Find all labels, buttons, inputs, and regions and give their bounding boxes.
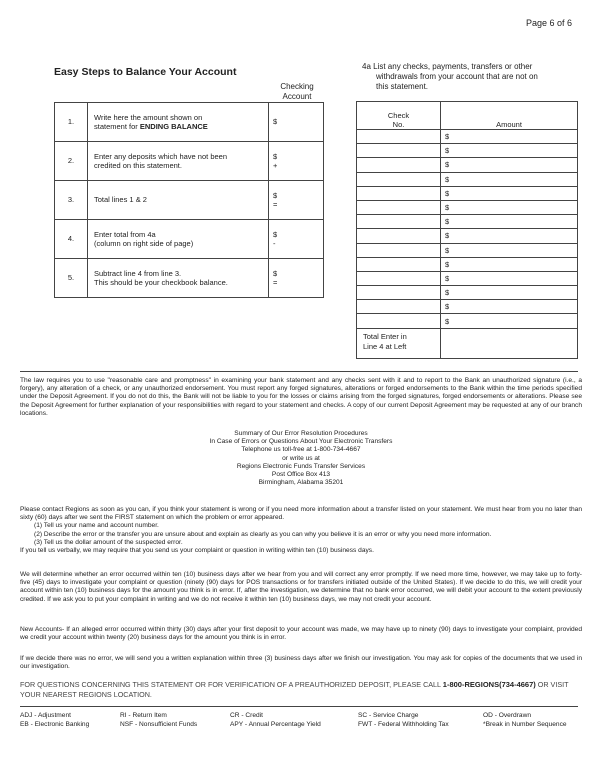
step-line-text: Write here the amount shown on <box>94 112 203 122</box>
check-row <box>357 229 578 243</box>
step-amount-field[interactable] <box>269 181 324 220</box>
check-number-cell[interactable] <box>357 257 441 271</box>
check-amount-cell[interactable]: $ <box>441 314 578 328</box>
divider <box>20 371 578 372</box>
checks-intro <box>362 62 562 92</box>
check-number-cell[interactable] <box>357 271 441 285</box>
check-number-cell[interactable] <box>357 314 441 328</box>
abbreviation-item: ADJ - Adjustment <box>20 712 71 719</box>
check-number-cell[interactable] <box>357 144 441 158</box>
checks-intro-line: withdrawals from your account that are not on <box>376 72 538 81</box>
check-number-cell[interactable] <box>357 186 441 200</box>
balance-step-row <box>55 142 324 181</box>
checks-intro-line: 4a List any checks, payments, transfers or other <box>362 62 533 71</box>
step-description <box>88 259 269 298</box>
step-line <box>94 113 262 123</box>
step-number: 3. <box>55 181 88 220</box>
abbreviation-item: OD - Overdrawn <box>483 712 531 719</box>
check-amount-cell[interactable]: $ <box>441 172 578 186</box>
check-no-header <box>357 102 441 130</box>
step-number: 1. <box>55 103 88 142</box>
amount-symbol: $ <box>273 190 278 200</box>
contact-text: Please contact Regions as soon as you can, if you think your statement is wrong or if you need more information about a transfer listed on your statement. We must hear from you no later than sixty (60) days after we sent the FIRST statement on which the problem or error appeared. <box>20 506 582 522</box>
step-line <box>94 269 262 279</box>
verbal-text: If you tell us verbally, we may require that you send us your complaint or question in writing within ten (10) business days. <box>20 547 374 555</box>
balance-step-row <box>55 103 324 142</box>
no-error-paragraph <box>20 655 582 671</box>
checking-header-line: Checking <box>280 82 314 91</box>
check-amount-cell[interactable]: $ <box>441 186 578 200</box>
contact-list-item: (3) Tell us the dollar amount of the suspected error. <box>34 538 183 546</box>
step-number: 4. <box>55 220 88 259</box>
amount-symbol: $ <box>273 268 278 278</box>
check-row <box>357 286 578 300</box>
check-row <box>357 186 578 200</box>
check-number-cell[interactable] <box>357 130 441 144</box>
check-row <box>357 172 578 186</box>
determine-text: We will determine whether an error occurred within ten (10) business days after we hear from you and will correct any error promptly. If we need more time, however, we may take up to forty-five (45) days to investigate your complaint or question (ninety (90) days for POS transactions or for transfers initiated outside of the United States). If we decide to do this, we will credit your account within ten (10) business days for the amount you think is in error. If, after the investigation, we determine that no bank error occurred, we will debit your account to the extent previously credited. If we ask you to put your complaint in writing and we do not receive it within ten (10) business days, we may not credit your account. <box>20 571 582 603</box>
step-line <box>94 278 262 288</box>
new-accounts-text: New Accounts- If an alleged error occurred within thirty (30) days after your first deposit to your account was made, we may have up to ninety (90) days to investigate your complaint, provided we credit your account within twenty (20) business days for the amount you think is in error. <box>20 626 582 642</box>
check-row <box>357 314 578 328</box>
law-text: The law requires you to use "reasonable care and promptness" in examining your bank statement and any checks sent with it and to report to the Bank an unauthorized signature (i.e., a forgery), any alteration of a check, or any unauthorized endorsement. You must report any forged signatures, alterations or forged endorsements to the Bank within the time periods specified under the Deposit Agreement. If you do not do this, the Bank will not be liable to you for the losses or claims arising from the forged signatures, forged endorsements or alterations. Please see the Deposit Agreement for further explanation of your responsibilities with regard to your statement and checks. A copy of our current Deposit Agreement may be requested at any of our branch locations. <box>20 377 582 417</box>
step-line-text: Enter any deposits which have not been <box>94 151 228 161</box>
step-amount-field[interactable] <box>269 259 324 298</box>
check-amount-cell[interactable]: $ <box>441 158 578 172</box>
abbreviation-item: EB - Electronic Banking <box>20 721 90 728</box>
amount-symbol: = <box>273 200 278 209</box>
notice-text: FOR QUESTIONS CONCERNING THIS STATEMENT OR FOR VERIFICATION OF A PREAUTHORIZED DEPOSIT, PLEASE CALL <box>20 680 443 689</box>
step-line <box>94 230 262 240</box>
check-number-cell[interactable] <box>357 215 441 229</box>
phone-number: 1-800-REGIONS(734-4667) <box>442 680 536 689</box>
balance-step-row <box>55 259 324 298</box>
check-amount-cell[interactable]: $ <box>441 130 578 144</box>
abbreviation-item: SC - Service Charge <box>358 712 419 719</box>
step-line-text: Enter total from 4a <box>94 229 156 239</box>
step-line <box>94 122 262 132</box>
abbreviation-item: *Break in Number Sequence <box>483 721 567 728</box>
summary-line: Post Office Box 413 <box>271 471 331 479</box>
check-header-line: No. <box>392 120 405 129</box>
abbreviation-item: NSF - Nonsufficient Funds <box>120 721 198 728</box>
summary-line: or write us at <box>282 454 320 462</box>
step-description <box>88 103 269 142</box>
check-number-cell[interactable] <box>357 243 441 257</box>
check-row <box>357 144 578 158</box>
step-line-text: Subtract line 4 from line 3. <box>94 268 182 278</box>
checking-account-header <box>268 82 326 102</box>
no-error-text: If we decide there was no error, we will send you a written explanation within three (3) business days after we finish our investigation. You may ask for copies of the documents that we used in our investigation. <box>20 655 582 671</box>
step-amount-field[interactable] <box>269 220 324 259</box>
summary-line: Telephone us toll-free at 1-800-734-4667 <box>241 446 361 454</box>
step-description <box>88 142 269 181</box>
summary-line: Birmingham, Alabama 35201 <box>258 479 344 487</box>
law-paragraph <box>20 377 582 418</box>
check-amount-cell[interactable]: $ <box>441 300 578 314</box>
summary-line: In Case of Errors or Questions About Your Electronic Transfers <box>209 438 393 446</box>
check-amount-cell[interactable]: $ <box>441 257 578 271</box>
step-line-text: statement for <box>94 122 140 131</box>
check-number-cell[interactable] <box>357 158 441 172</box>
total-label <box>357 328 441 358</box>
check-amount-cell[interactable]: $ <box>441 243 578 257</box>
step-line <box>94 239 262 249</box>
step-number: 2. <box>55 142 88 181</box>
step-line-text: (column on right side of page) <box>94 239 194 248</box>
total-label-line: Total Enter in <box>363 331 407 341</box>
step-amount-field[interactable] <box>269 142 324 181</box>
amount-symbol: + <box>273 161 278 170</box>
check-number-cell[interactable] <box>357 286 441 300</box>
checks-total-row <box>357 328 578 358</box>
balance-step-row <box>55 181 324 220</box>
check-row <box>357 130 578 144</box>
abbreviation-item: FWT - Federal Withholding Tax <box>358 721 449 728</box>
check-row <box>357 257 578 271</box>
step-amount-field[interactable] <box>269 103 324 142</box>
abbreviation-legend <box>20 712 582 732</box>
check-amount-cell[interactable]: $ <box>441 215 578 229</box>
check-row <box>357 200 578 214</box>
check-amount-cell[interactable]: $ <box>441 271 578 285</box>
amount-symbol: = <box>273 278 278 287</box>
step-line-text: credited on this statement. <box>94 161 182 170</box>
new-accounts-paragraph <box>20 626 582 642</box>
abbreviation-item: CR - Credit <box>230 712 263 719</box>
checking-header-line: Account <box>282 92 312 101</box>
check-row <box>357 215 578 229</box>
check-amount-cell[interactable]: $ <box>441 229 578 243</box>
check-number-cell[interactable] <box>357 300 441 314</box>
check-number-cell[interactable] <box>357 200 441 214</box>
notice-tail: OR VISIT YOUR NEAREST REGIONS LOCATION. <box>20 680 569 699</box>
total-amount-cell[interactable] <box>441 328 578 358</box>
step-line-text: This should be your checkbook balance. <box>94 278 228 287</box>
step-description <box>88 220 269 259</box>
check-amount-cell[interactable]: $ <box>441 286 578 300</box>
step-description <box>88 181 269 220</box>
check-header-line: Check <box>387 111 410 120</box>
checks-intro-line: this statement. <box>376 82 429 91</box>
balance-steps-table <box>54 102 324 298</box>
check-row <box>357 243 578 257</box>
section-title: Easy Steps to Balance Your Account <box>54 66 237 78</box>
outstanding-checks-table <box>356 101 578 359</box>
contact-list-item: (2) Describe the error or the transfer you are unsure about and explain as clearly as you can why you believe it is an error or why you need more information. <box>34 530 492 538</box>
abbreviation-item: APY - Annual Percentage Yield <box>230 721 321 728</box>
amount-symbol: $ <box>273 151 278 161</box>
step-line <box>94 161 262 171</box>
check-row <box>357 271 578 285</box>
check-row <box>357 300 578 314</box>
step-line <box>94 195 262 205</box>
balance-step-row <box>55 220 324 259</box>
contact-section <box>20 506 582 555</box>
amount-symbol: - <box>273 239 276 248</box>
contact-list-item: (1) Tell us your name and account number. <box>34 522 159 530</box>
step-bold-text: ENDING BALANCE <box>139 122 208 131</box>
page-number: Page 6 of 6 <box>525 18 572 28</box>
amount-header: Amount <box>441 102 578 130</box>
divider <box>20 706 578 707</box>
step-number: 5. <box>55 259 88 298</box>
summary-line: Regions Electronic Funds Transfer Services <box>236 462 366 470</box>
check-number-cell[interactable] <box>357 229 441 243</box>
summary-line: Summary of Our Error Resolution Procedures <box>234 430 368 437</box>
check-amount-cell[interactable]: $ <box>441 144 578 158</box>
determine-paragraph <box>20 571 582 604</box>
contact-notice <box>20 680 584 699</box>
error-summary <box>20 430 582 487</box>
amount-symbol: $ <box>273 229 278 239</box>
step-line-text: Total lines 1 & 2 <box>94 195 147 205</box>
step-line <box>94 152 262 162</box>
check-amount-cell[interactable]: $ <box>441 200 578 214</box>
check-row <box>357 158 578 172</box>
amount-symbol: $ <box>273 117 278 127</box>
total-label-line: Line 4 at Left <box>363 341 407 351</box>
abbreviation-item: RI - Return Item <box>120 712 167 719</box>
check-number-cell[interactable] <box>357 172 441 186</box>
